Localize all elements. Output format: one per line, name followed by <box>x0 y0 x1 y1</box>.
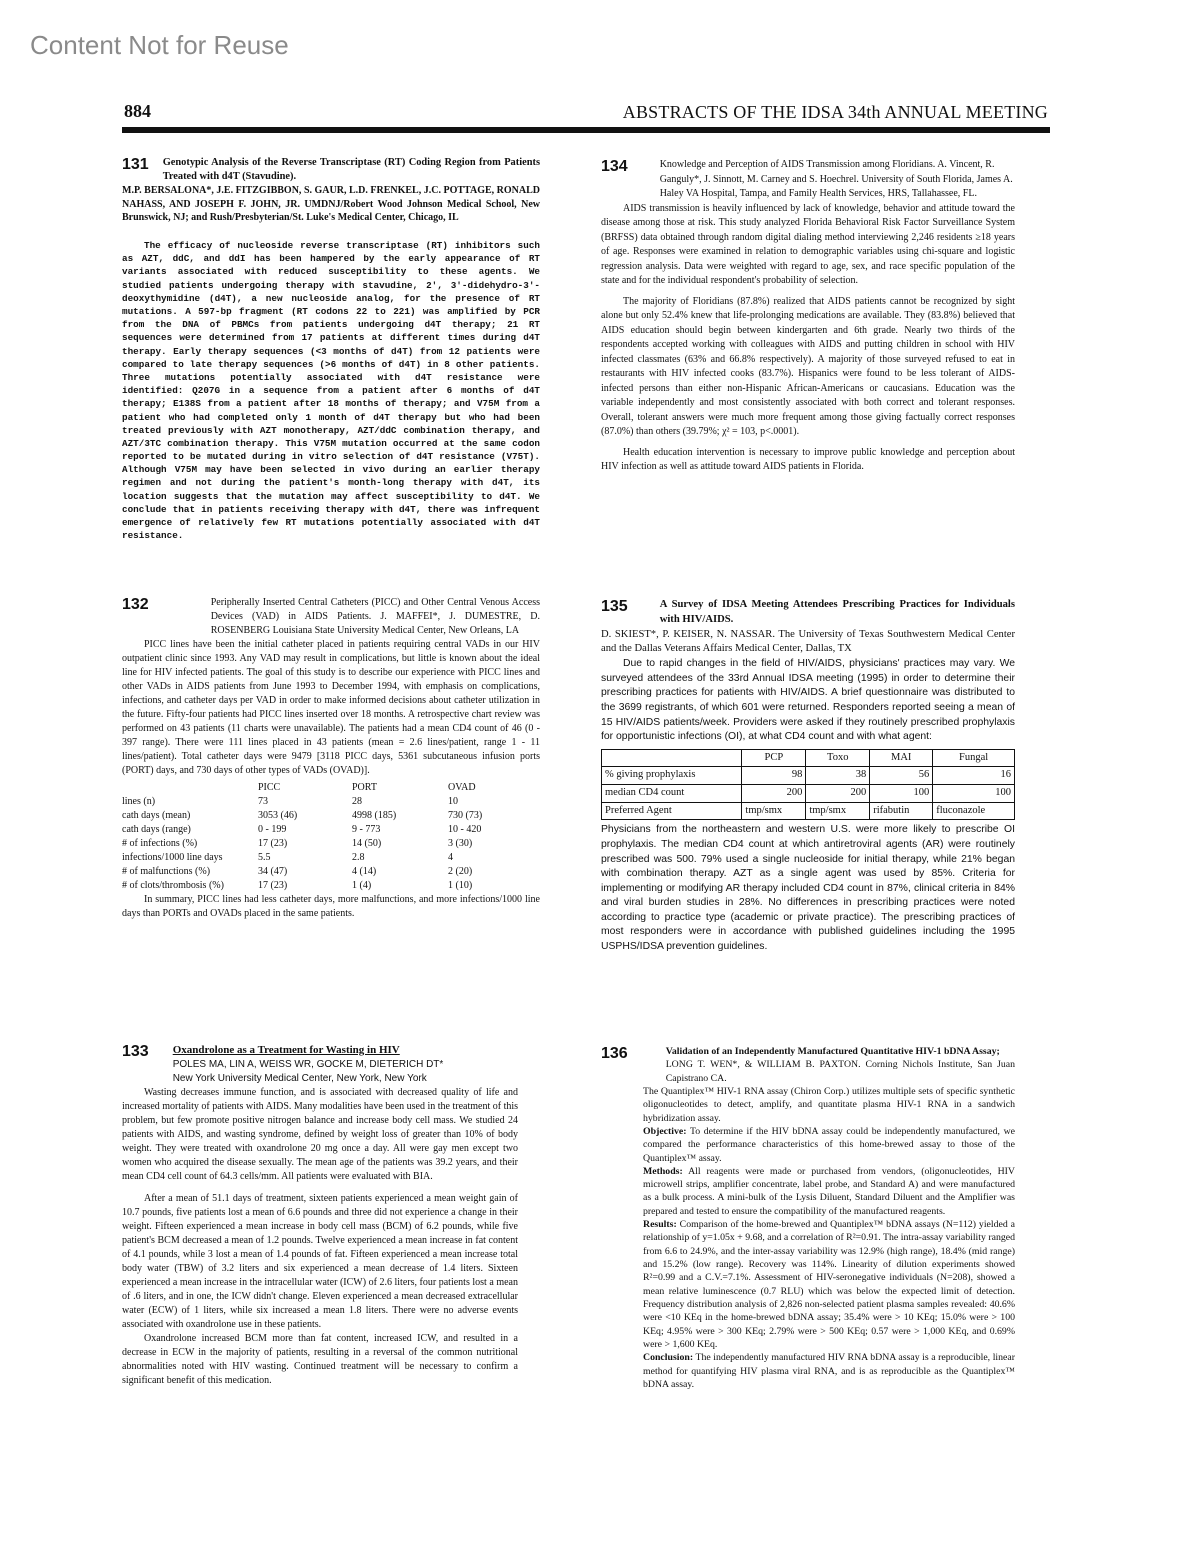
table-cell: 2 (20) <box>448 866 473 877</box>
table-cell: median CD4 count <box>602 785 742 803</box>
abstract-number: 134 <box>601 158 628 175</box>
objective-text: To determine if the HIV bDNA assay could be independently manufactured, we compared the performance characteristics of this home-brewed assay to those of the Quantiplex™ assay. <box>643 1125 1015 1164</box>
running-title: ABSTRACTS OF THE IDSA 34th ANNUAL MEETING <box>622 102 1048 122</box>
abstract-summary: In summary, PICC lines had less catheter days, more malfunctions, and more infections/1000 line days than PORTs and OVADs placed in the same patients. <box>122 894 540 919</box>
abstract-affiliation: New York University Medical Center, New York, New York <box>172 1073 427 1085</box>
table-header-row <box>602 749 1015 767</box>
table-row <box>122 865 486 879</box>
abstract-authors: LONG T. WEN*, & WILLIAM B. PAXTON. Corning Nichols Institute, San Juan Capistrano CA. <box>665 1059 1015 1084</box>
table-cell: Fungal <box>933 749 1015 767</box>
table-cell <box>122 781 258 795</box>
table-cell: 100 <box>933 785 1015 803</box>
table-cell <box>602 749 742 767</box>
abstract-paragraph: Oxandrolone increased BCM more than fat content, increased ICW, and resulted in a decrease in ECW in the majority of patients, resulting in a reversal of the common nutritional abnormalities noted with HIV wasting. Continued treatment will be necessary to confirm a significant benefit of this medication. <box>122 1333 518 1387</box>
table-cell: 16 <box>933 767 1015 785</box>
abstract-intro: The Quantiplex™ HIV-1 RNA assay (Chiron Corp.) utilizes multiple sets of specific synthetic oligonucleotides to detect, amplify, and quantitate plasma HIV-1 RNA in a sandwich hybridization assay. <box>643 1085 1015 1124</box>
table-header-row <box>122 781 486 795</box>
abstract-number: 131 <box>122 156 149 173</box>
table-cell: 10 <box>448 796 458 807</box>
abstract-paragraph: AIDS transmission is heavily influenced by lack of knowledge, behavior and attitude toward the disease among those at risk. This study analyzed Florida Behavioral Risk Factor Surveillance System (BRFSS) data obtained through random digital dialing method interviewing 2,246 residents ≥18 years of age. Responses were examined in relation to demographic variables using chi-square and logistic regression analysis. Data were weighted with regard to age, sex, and race specific population of the state and for the individual respondent's probability of selection. <box>601 202 1015 286</box>
table-cell: 4 (14) <box>352 866 377 877</box>
abstract-paragraph: The majority of Floridians (87.8%) realized that AIDS patients cannot be recognized by sight alone but only 52.4% knew that life-prolonging medications are available. They (83.8%) believed that AIDS education should begin between kindergarten and 6th grade. Nearly two thirds of the respondents accepted working with colleagues with AIDS and putting children in school with HIV infected classmates (63% and 66.8% respectively). A majority of those surveyed refused to eat in restaurants with HIV infected cooks (83.7%). Hispanics were found to be less tolerant of AIDS-infected persons than either non-Hispanic African-Americans or caucasians. Education was the variable independently and most consistently associated with both correct and tolerant responses. Overall, tolerant answers were much more frequent among those giving factually correct responses (87.0%) than others (39.79%; χ² = 103, p<.0001). <box>601 295 1015 437</box>
table-cell: 100 <box>870 785 933 803</box>
table-cell: 9 - 773 <box>352 824 381 835</box>
page-number: 884 <box>124 101 151 121</box>
table-cell: 98 <box>742 767 806 785</box>
table-cell: lines (n) <box>122 796 156 807</box>
abstract-body: The efficacy of nucleoside reverse transcriptase (RT) inhibitors such as AZT, ddC, and ddI has been hampered by the early appearance of RT variants associated with reduced susceptibility to these agents. We studied patients undergoing therapy with stavudine, 2', 3'-didehydro-3'-deoxythymidine (d4T), a new nucleoside analog, for the presence of RT mutations. A 597-bp fragment (RT codons 22 to 221) was amplified by PCR from the DNA of PBMCs from patients undergoing d4T therapy; 21 RT sequences were determined from 17 patients at different times during d4T therapy. Early therapy sequences (<3 months of d4T) from 12 patients were compared to late therapy sequences (>6 months of d4T) in 8 other patients. Three mutations potentially associated with d4T resistance were identified: Q207G in a sequence from a patient after 6 months of d4T therapy; E138S from a patient after 18 months of therapy; and V75M from a patient who had completed only 1 month of d4T therapy but who had been treated previously with AZT monotherapy, AZT/ddC combination therapy, and AZT/3TC combination therapy. This V75M mutation occurred at the same codon reported to be mutated during in vitro selection of d4T resistance (V75T). Although V75M may have been selected in vivo during an earlier therapy regimen and not during the patient's month-long therapy with d4T, its location suggests that the mutation may affect susceptibility to d4T. We conclude that in patients receiving therapy with d4T, there was infrequent emergence of relatively few RT mutations potentially associated with d4T resistance. <box>122 240 540 542</box>
conclusion-text: The independently manufactured HIV RNA bDNA assay is a reproducible, linear method for quantifying HIV plasma viral RNA, and is as reproducible as the Quantiplex™ bDNA assay. <box>643 1352 1015 1390</box>
table-cell: 17 (23) <box>258 838 288 849</box>
abstract-number: 133 <box>122 1043 149 1060</box>
table-cell: fluconazole <box>933 802 1015 820</box>
table-cell: 3053 (46) <box>258 810 298 821</box>
table-cell: 1 (10) <box>448 880 473 891</box>
table-row <box>122 823 486 837</box>
abstract-131 <box>122 156 540 542</box>
methods-label: Methods: <box>643 1165 683 1177</box>
abstract-title: A Survey of IDSA Meeting Attendees Prescribing Practices for Individuals with HIV/AIDS. <box>659 599 1015 625</box>
table-cell: 200 <box>806 785 870 803</box>
abstract-authors: D. SKIEST*, P. KEISER, N. NASSAR. The University of Texas Southwestern Medical Center and the Dallas Veterans Affairs Medical Center, Dallas, TX <box>601 628 1015 655</box>
table-row <box>602 785 1015 803</box>
abstract-paragraph: After a mean of 51.1 days of treatment, sixteen patients experienced a mean weight gain of 10.7 pounds, five patients lost a mean of 6.6 pounds and three did not experience a change in their weight. Fifteen experienced a mean increase in body cell mass (BCM) of 6.2 pounds, while five patient's BCM decreased a mean of 1.2 pounds. Twelve experienced a mean increase in fat content of 4.1 pounds, while 3 lost a mean of 1.4 pounds of fat. Fifteen experienced a mean increase total body water (TBW) of 3.2 liters and six experienced a mean decrease of 1.4 liters. Sixteen experienced a mean increase in the intracellular water (ICW) of 2.6 liters, four patients lost a mean of .6 liters, and in one, the ICW didn't change. Eleven experienced a mean decreased extracellular water (ECW) of 1 liters, while six increased a mean 1.8 liters. There were no adverse events associated with oxandrolone use in these patients. <box>122 1193 518 1331</box>
watermark: Content Not for Reuse <box>30 30 289 60</box>
abstract-number: 135 <box>601 598 628 615</box>
abstract-title: Validation of an Independently Manufactured Quantitative HIV-1 bDNA Assay; <box>665 1046 1000 1057</box>
abstract-paragraph: Health education intervention is necessary to improve public knowledge and perception about HIV infection as well as attitude toward AIDS patients in Florida. <box>601 446 1015 472</box>
abstract-135 <box>601 598 1015 955</box>
abstract-paragraph: Physicians from the northeastern and western U.S. were more likely to prescribe OI prophylaxis. The median CD4 count at which antiretroviral agents (AR) were routinely prescribed was 500. 79% used a single nucleoside for initial therapy, while 21% began with combination therapy. AZT as a single agent was used by 85%. Criteria for implementing or modifying AR therapy included CD4 count in 87%, clinical criteria in 84% and viral burden studies in 28%. No differences in prescribing practices were noted according to practice type (academic or private practice). The prescribing practices of most responders were in accordance with published guidelines including the 1995 USPHS/IDSA prevention guidelines. <box>601 824 1015 952</box>
table-row <box>602 767 1015 785</box>
abstract-number: 136 <box>601 1045 628 1062</box>
table-cell: cath days (range) <box>122 824 191 835</box>
table-cell: OVAD <box>448 782 476 793</box>
table-row <box>122 879 486 893</box>
table-cell: # of malfunctions (%) <box>122 866 211 877</box>
abstract-134 <box>601 158 1015 475</box>
table-cell: 14 (50) <box>352 838 382 849</box>
table-cell: 5.5 <box>258 852 271 863</box>
table-cell: 73 <box>258 796 268 807</box>
abstract-136 <box>601 1045 1015 1391</box>
table-cell: # of clots/thrombosis (%) <box>122 880 224 891</box>
abstract-paragraph: Wasting decreases immune function, and is associated with decreased quality of life and increased mortality of patients with AIDS. Many modalities have been used in the treatment of this problem, but few promote positive nitrogen balance and increase body cell mass. We studied 24 patients with AIDS, and wasting syndrome, defined by weight loss of greater than 10% of body weight. They were treated with oxandrolone 20 mg once a day. All were gay men except two women who acquired the disease sexually. The mean age of the patients was 39.2 years, and their mean CD4 cell count of 64.3 cells/mm. All patients were evaluated with BIA. <box>122 1087 519 1183</box>
table-cell: 28 <box>352 796 362 807</box>
table-cell: 3 (30) <box>448 838 473 849</box>
conclusion-label: Conclusion: <box>643 1352 694 1364</box>
abstract-133 <box>122 1043 518 1388</box>
table-cell: 17 (23) <box>258 880 288 891</box>
abstract-body: PICC lines have been the initial catheter placed in patients requiring central VADs in our HIV outpatient clinic since 1993. Any VAD may result in complications, but little is known about the ideal line for HIV infected patients. The goal of this study is to describe our experience with PICC lines and other VADs in AIDS patients from June 1993 to December 1994, with emphasis on complications, infections, and catheter days per VAD in order to make informed decisions about catheter utilization in the future. Fifty-four patients had PICC lines inserted over 18 months. A retrospective chart review was performed on 43 patients (11 charts were unavailable). The patients had a mean CD4 count of 46 (0 - 397 range). There were 111 lines placed in 43 patients (mean = 2.6 lines/patient, range 1 - 11 lines/patient). Total catheter days were 9479 [3118 PICC days, 5361 subcutaneous infusion ports (PORT) days, and 730 days of other types of VADs (OVAD)]. <box>122 639 540 776</box>
table-cell: tmp/smx <box>806 802 870 820</box>
catheter-table <box>122 781 486 893</box>
table-cell: 34 (47) <box>258 866 288 877</box>
table-cell: 10 - 420 <box>448 824 482 835</box>
abstract-authors: POLES MA, LIN A, WEISS WR, GOCKE M, DIETERICH DT* <box>172 1059 444 1071</box>
table-cell: rifabutin <box>870 802 933 820</box>
results-label: Results: <box>643 1219 677 1231</box>
table-cell: Preferred Agent <box>602 802 742 820</box>
abstract-title: Peripherally Inserted Central Catheters (PICC) and Other Central Venous Access Devices (VAD) in AIDS Patients. J. MAFFEI*, J. DUMESTRE, D. ROSENBERG Louisiana State University Medical Center, New Orleans, LA <box>210 597 540 636</box>
abstract-132 <box>122 596 540 921</box>
abstract-paragraph: Due to rapid changes in the field of HIV/AIDS, physicians' practices may vary. We surveyed attendees of the 33rd Annual IDSA meeting (1995) in order to determine their prescribing practices for patients with HIV/AIDS. A brief questionnaire was distributed to the 3699 registrants, of which 601 were returned. Responders reported seeing a mean of 15 HIV/AIDS patients/week. Providers were asked if they routinely prescribed prophylaxis for opportunistic infections (OI), at what CD4 count and with what agent: <box>601 658 1015 743</box>
table-cell: 1 (4) <box>352 880 372 891</box>
abstract-number: 132 <box>122 596 149 613</box>
table-cell: PORT <box>352 782 377 793</box>
abstract-title: Genotypic Analysis of the Reverse Transcriptase (RT) Coding Region from Patients Treated with d4T (Stavudine). <box>162 157 540 183</box>
table-cell: 730 (73) <box>448 810 483 821</box>
table-cell: tmp/smx <box>742 802 806 820</box>
results-text: Comparison of the home-brewed and Quantiplex™ bDNA assays (N=112) yielded a relationship of y=1.05x + 9.68, and a correlation of R²=0.91. The intra-assay variability ranged from 6.6 to 24.9%, and the inter-assay variability was 12.9% (high range), 18.4% (mid range) and 15.2% (low range). Recovery was 114%. Linearity of dilution experiments showed R²=0.99 and a C.V.=7.1%. Assessment of HIV-seronegative individuals (N=208), showed a mean relative luminescence (0.7 RLU) which was below the expected limit of detection. Frequency distribution analysis of 2,826 non-selected patient plasma samples revealed: 40.6% were <10 KEq in the home-brewed bDNA assay; 35.4% were > 10 KEq; 15.0% were > 100 KEq; 4.95% were > 300 KEq; 2.79% were > 500 KEq; 0.57 were > 1,000 KEq, and 0.69% were > 1,600 KEq. <box>643 1219 1015 1350</box>
table-row <box>122 851 486 865</box>
prophylaxis-table <box>601 749 1015 821</box>
table-cell: % giving prophylaxis <box>602 767 742 785</box>
abstract-authors: M.P. BERSALONA*, J.E. FITZGIBBON, S. GAUR, L.D. FRENKEL, J.C. POTTAGE, RONALD NAHASS, AND JOSEPH F. JOHN, JR. UMDNJ/Robert Wood Johnson Medical School, New Brunswick, NJ; and Rush/Presbyterian/St. Luke's Medical Center, Chicago, IL <box>122 185 540 224</box>
table-cell: infections/1000 line days <box>122 852 223 863</box>
table-cell: 4 <box>448 852 453 863</box>
objective-label: Objective: <box>643 1125 687 1137</box>
table-cell: 2.8 <box>352 852 365 863</box>
table-cell: # of infections (%) <box>122 838 198 849</box>
table-row <box>122 837 486 851</box>
table-cell: PICC <box>258 782 281 793</box>
table-row <box>122 809 486 823</box>
table-row <box>602 802 1015 820</box>
table-cell: PCP <box>742 749 806 767</box>
table-cell: Toxo <box>806 749 870 767</box>
abstract-title: Knowledge and Perception of AIDS Transmission among Floridians. A. Vincent, R. Ganguly*, J. Sinnott, M. Carney and S. Hoechrel. University of South Florida, James A. Haley VA Hospital, Tampa, and Family Health Services, HRS, Tallahassee, FL. <box>659 159 1013 199</box>
table-cell: 38 <box>806 767 870 785</box>
table-cell: MAI <box>870 749 933 767</box>
table-row <box>122 795 486 809</box>
methods-text: All reagents were made or purchased from vendors, (oligonucleotides, HIV microwell strips, amplifier concentrate, label probe, and Standard A) and were manufactured as a bulk process. A mini-bulk of the Lysis Diluent, Standard Diluent and the Amplifier was prepared and tested to ensure the compatibility of the manufactured reagents. <box>643 1165 1015 1217</box>
table-cell: 56 <box>870 767 933 785</box>
header-rule <box>122 127 1050 133</box>
table-cell: 200 <box>742 785 806 803</box>
table-cell: cath days (mean) <box>122 810 191 821</box>
table-cell: 0 - 199 <box>258 824 287 835</box>
abstract-title: Oxandrolone as a Treatment for Wasting in HIV <box>172 1044 400 1056</box>
table-cell: 4998 (185) <box>352 810 397 821</box>
